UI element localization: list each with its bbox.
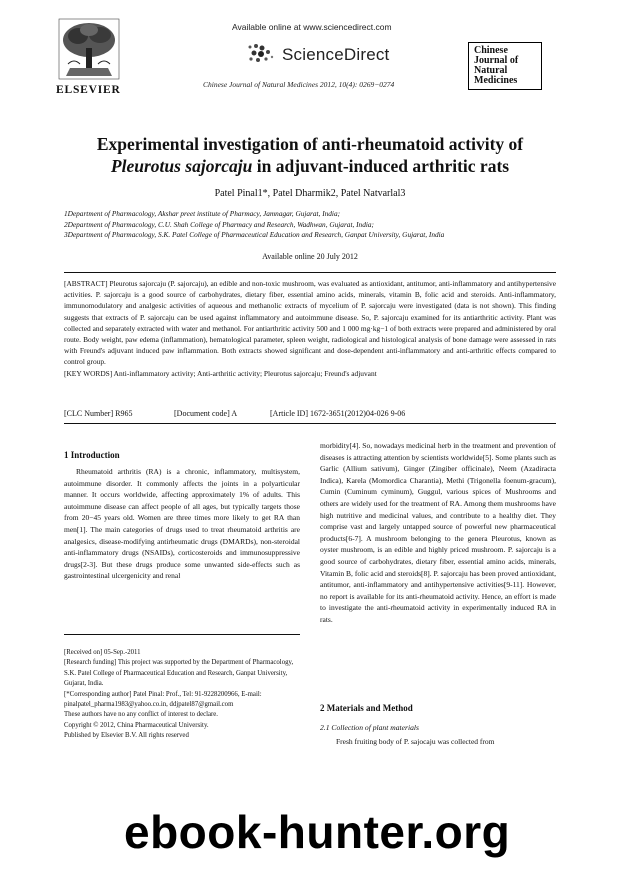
introduction-paragraph: Rheumatoid arthritis (RA) is a chronic, inflammatory, multisystem, autoimmune disorder. It commonly affects the joints in a polyarticular manner. It occurs worldwide, affecting approximately 1% of adults. This autoimmune disease can affect people of all ages, but typically targets those from 20−45 years old. Women are three times more likely to get RA than men[1]. The main categories of drugs used to treat rheumatoid arthritis are analgesics, disease-modifying antirheumatic drugs (DMARDs), non-steroidal anti-inflammatory drugs (NSAIDs), corticosteroids and immunosuppressive drugs[2-3]. But these drugs produce some unwanted side-effects such as gastrointestinal ulcergenicity and renal xyxy=(64,467,300,581)
abstract xyxy=(64,278,556,379)
journal-name-box xyxy=(468,42,542,90)
available-date: Available online 20 July 2012 xyxy=(262,252,358,261)
affiliation-1: 1Department of Pharmacology, Akshar preet institute of Pharmacy, Jamnagar, Gujarat, India; xyxy=(64,209,341,218)
corresponding-author: [*Corresponding author] Patel Pinal: Prof., Tel: 91-9228200966, E-mail: pinalpatel_pharma1983@yahoo.co.in, ddjpatel87@gmail.com xyxy=(64,690,262,709)
article-title xyxy=(40,133,580,177)
divider-bottom xyxy=(64,423,556,424)
copyright: Copyright © 2012, China Pharmaceutical University. xyxy=(64,721,209,729)
available-online-link[interactable]: Available online at www.sciencedirect.com xyxy=(232,22,392,32)
received-date: [Received on] 05-Sep.-2011 xyxy=(64,649,141,656)
journal-citation: Chinese Journal of Natural Medicines 2012, 10(4): 0269−0274 xyxy=(203,80,395,89)
right-paragraph: morbidity[4]. So, nowadays medicinal herb in the treatment and prevention of diseases is attracting attention by scientists worldwide[5]. Some plants such as Garlic (Allium sativum), Ginger (Zingiber officinale), Neem (Azadiracta Indica), Karela (Momordica Charantia), Methi (Trigonella foenum-gracum), Cumin (Cuminum cyminum), Guggul, various spices of Mushrooms and others are widely used for the treatment of RA. Among them mushrooms have high nutritive and medicinal values, and contribute to a healthy diet. They comprise vast and largely untapped source of powerful new pharmaceutical products[6-7]. A mushroom belonging to the genera Pleurotus, known as oyster mushroom, is an edible and highly priced mushroom. P. sajorcaju is a good source of carbohydrates, dietary fiber, essential amino acids, minerals, Vitamin B, folic acid and steroids[8]. P. sajorcaju has been proved antioxidant, antitumor, anti-inflammatory and antihypertensive activities[9-11]. However, no report is available for its anti-rheumatoid activity. Hence, an effort is made to investigate the anti-rheumatoid activity in experimentally induced RA in rats. xyxy=(320,441,556,624)
section-introduction-heading: 1 Introduction xyxy=(64,450,120,460)
subsection-collection-heading: 2.1 Collection of plant materials xyxy=(320,723,419,732)
clc-number: [CLC Number] R965 xyxy=(64,409,133,418)
section-materials-heading: 2 Materials and Method xyxy=(320,703,413,713)
footnote-divider xyxy=(64,634,300,635)
title-line-2 xyxy=(40,155,580,177)
footnotes xyxy=(64,648,300,742)
journal-name-line: Natural xyxy=(474,65,508,76)
sciencedirect-dots-icon xyxy=(246,42,276,64)
keywords: [KEY WORDS] Anti-inflammatory activity; Anti-arthritic activity; Pleurotus sajorcaju; Freund's adjuvant xyxy=(64,368,377,378)
author-list: Patel Pinal1*, Patel Dharmik2, Patel Natvarlal3 xyxy=(214,188,406,199)
sciencedirect-logo[interactable]: ScienceDirect xyxy=(282,45,390,64)
abstract-text: [ABSTRACT] Pleurotus sajorcaju (P. sajorcaju), an edible and non-toxic mushroom, was evaluated as antioxidant, antitumor, anti-inflammatory and antihypertensive activities. P. sajorcaju is a good source of carbohydrates, dietary fiber, essential amino acids, minerals, vitamin B, folic acid and steroids. Anti-inflammatory, immunomodulatory and analgesic activities of aqueous and methanolic extracts of mycelium of P. sajorcaju were investigated (data is not shown). This finding suggests that extracts of P. sajorcaju can be used against inflammatory and autoimmune disease. So, P. sajorcaju examined for its antiarthritic activity. Plant was collected and separately extracted with water and methanol. For antiarthritic activity 500 and 1 000 mg·kg−1 of both extracts were prepared and administered by oral route. Body weight, paw edema (inflammation), hematological parameter, spleen weight, radiological and histological analysis of bone damage were assessed in rats with Freund's adjuvant induced paw inflammation. Both extracts showed significant and dose-dependent anti-inflammatory and anti-arthritic effects compared to control group. xyxy=(64,279,556,367)
authors xyxy=(40,188,580,199)
affiliations xyxy=(64,209,584,241)
collection-text: Fresh fruiting body of P. sajocaju was collected from xyxy=(336,737,495,746)
elsevier-tree-logo xyxy=(58,18,120,80)
divider-top xyxy=(64,272,556,273)
journal-name-line: Journal of xyxy=(474,55,519,66)
journal-name-line: Medicines xyxy=(474,75,518,86)
affiliation-3: 3Department of Pharmacology, S.K. Patel College of Pharmaceutical Education and Research, Ganpat University, Gujarat, India xyxy=(64,230,445,239)
title-species: Pleurotus sajorcaju xyxy=(110,156,253,176)
conflict-statement: These authors have no any conflict of interest to declare. xyxy=(64,711,219,719)
introduction-text xyxy=(64,466,300,582)
research-funding: [Research funding] This project was supported by the Department of Pharmacology, S.K. Patel College of Pharmaceutical Education and Research, Ganpat University, Gujarat, India. xyxy=(64,659,294,688)
right-column-text xyxy=(320,440,556,626)
watermark-text: ebook-hunter.org xyxy=(124,806,511,858)
article-id: [Article ID] 1672-3651(2012)04-026 9-06 xyxy=(270,409,406,418)
classification-row xyxy=(64,409,405,418)
document-code: [Document code] A xyxy=(174,409,238,418)
journal-name-line: Chinese xyxy=(474,45,508,56)
title-rest: in adjuvant-induced arthritic rats xyxy=(252,156,510,176)
publisher-name: ELSEVIER xyxy=(56,84,121,96)
affiliation-2: 2Department of Pharmacology, C.U. Shah College of Pharmacy and Research, Wadhwan, Gujarat, India; xyxy=(64,219,374,229)
title-line-1: Experimental investigation of anti-rheumatoid activity of xyxy=(96,134,524,154)
publisher-note: Published by Elsevier B.V. All rights reserved xyxy=(64,732,189,740)
